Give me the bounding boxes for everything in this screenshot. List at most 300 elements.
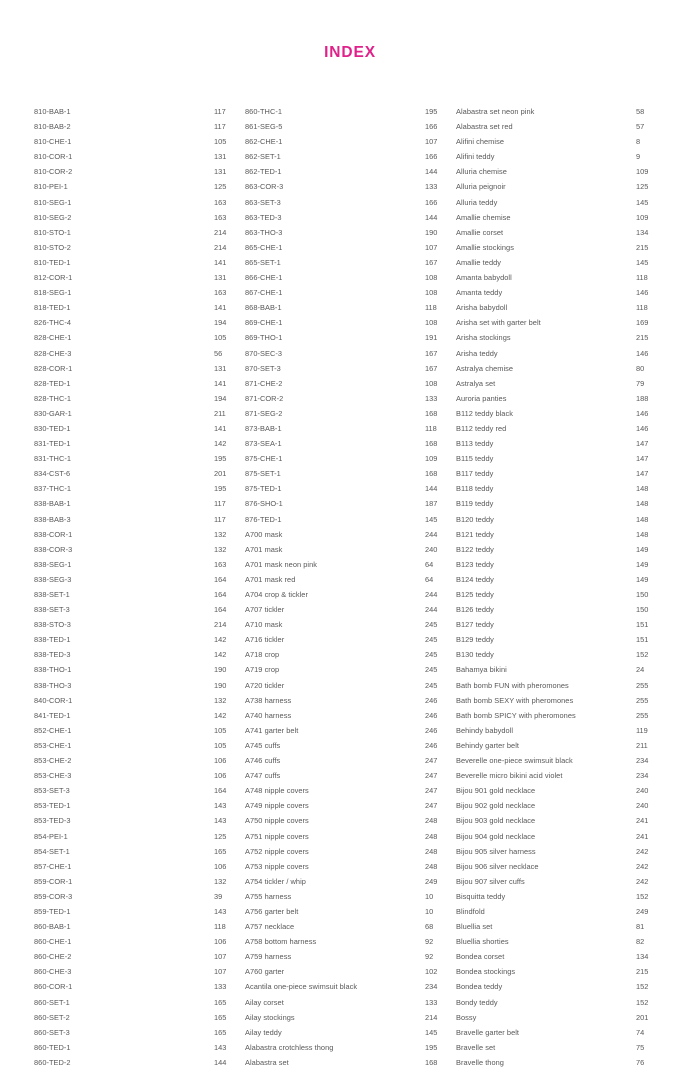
index-entry-page-number: 255 [636, 710, 649, 720]
index-entry-page-number: 106 [214, 937, 227, 947]
index-entry-row [245, 813, 456, 828]
index-entry-page-number: 132 [214, 544, 227, 554]
index-entry-page-number: 167 [425, 257, 438, 267]
index-entry-row [456, 134, 667, 149]
index-entry-row [456, 587, 667, 602]
index-entry-name: 865-CHE-1 [245, 242, 283, 252]
index-entry-row [245, 300, 456, 315]
index-entry-row [34, 1010, 245, 1025]
index-entry-page-number: 80 [636, 363, 645, 373]
index-entry-row [245, 376, 456, 391]
index-entry-name: Behindy babydoll [456, 725, 514, 735]
index-entry-page-number: 164 [214, 590, 227, 599]
index-entry-page-number: 125 [636, 182, 649, 192]
index-entry-page-number: 245 [425, 635, 438, 645]
index-entry-row [245, 889, 456, 904]
index-entry-page-number: 92 [425, 937, 434, 947]
index-entry-page-number: 240 [636, 786, 649, 796]
index-entry-page-number: 39 [214, 891, 223, 901]
index-entry-page-number: 142 [214, 439, 227, 449]
index-entry-row [245, 678, 456, 693]
index-entry-name: 818-TED-1 [34, 303, 71, 313]
index-entry-row [245, 617, 456, 632]
index-entry-name: B122 teddy [456, 544, 494, 554]
index-entry-name: Arisha babydoll [456, 303, 508, 313]
index-entry-name: 871-CHE-2 [245, 378, 283, 388]
index-entry-row [456, 346, 667, 361]
index-entry-name: 838-BAB-3 [34, 514, 71, 524]
index-entry-row [34, 995, 245, 1010]
index-entry-row [34, 889, 245, 904]
index-entry-name: B127 teddy [456, 620, 494, 630]
index-entry-row [34, 300, 245, 315]
index-entry-name: Bondy teddy [456, 997, 498, 1007]
index-entry-name: Bath bomb FUN with pheromones [456, 680, 569, 690]
index-entry-page-number: 215 [636, 333, 649, 343]
index-entry-page-number: 149 [636, 544, 649, 554]
index-entry-name: Alabastra set [245, 1057, 289, 1067]
index-entry-row [456, 421, 667, 436]
index-entry-page-number: 242 [636, 876, 649, 886]
index-entry-row [245, 1010, 456, 1025]
index-entry-row [245, 1025, 456, 1040]
index-entry-name: 860-TED-1 [34, 1042, 71, 1052]
index-entry-name: Ailay teddy [245, 1027, 282, 1037]
index-entry-row [456, 979, 667, 994]
index-entry-name: 875-TED-1 [245, 484, 282, 494]
index-entry-page-number: 245 [425, 680, 438, 690]
index-entry-row [456, 391, 667, 406]
index-entry-name: Arisha teddy [456, 348, 498, 358]
index-entry-page-number: 142 [214, 710, 227, 720]
index-entry-page-number: 106 [214, 756, 227, 766]
index-entry-name: 859-COR-3 [34, 891, 73, 901]
index-entry-row [456, 738, 667, 753]
index-entry-name: A758 bottom harness [245, 937, 317, 947]
index-entry-page-number: 240 [636, 801, 649, 811]
index-entry-name: 810-BAB-2 [34, 122, 71, 132]
index-entry-page-number: 246 [425, 710, 438, 720]
index-entry-row [456, 210, 667, 225]
index-entry-row [34, 632, 245, 647]
index-entry-row [245, 572, 456, 587]
index-entry-row [34, 496, 245, 511]
index-entry-row [456, 557, 667, 572]
index-entry-page-number: 144 [425, 167, 438, 177]
index-entry-name: 830-GAR-1 [34, 408, 72, 418]
index-entry-page-number: 148 [636, 514, 649, 524]
index-entry-row [34, 134, 245, 149]
index-entry-row [456, 496, 667, 511]
index-entry-page-number: 152 [636, 982, 649, 992]
index-entry-name: 862-TED-1 [245, 167, 282, 177]
index-entry-row [456, 406, 667, 421]
index-entry-row [456, 632, 667, 647]
index-entry-page-number: 8 [636, 137, 641, 147]
index-entry-page-number: 234 [636, 756, 649, 766]
index-entry-name: Alluria peignoir [456, 182, 506, 192]
index-entry-row [34, 179, 245, 194]
index-entry-page-number: 146 [636, 423, 649, 433]
index-entry-page-number: 163 [214, 212, 227, 222]
index-entry-row [245, 512, 456, 527]
index-entry-name: 871-COR-2 [245, 393, 284, 403]
index-entry-page-number: 168 [425, 408, 438, 418]
index-entry-name: 869-THO-1 [245, 333, 283, 343]
index-entry-row [456, 225, 667, 240]
index-entry-row [34, 964, 245, 979]
index-entry-row [456, 693, 667, 708]
index-entry-page-number: 131 [214, 152, 227, 162]
index-entry-name: 838-TED-3 [34, 650, 71, 660]
index-entry-page-number: 150 [636, 590, 649, 599]
index-entry-page-number: 214 [425, 1012, 438, 1022]
index-entry-name: A746 cuffs [245, 756, 281, 766]
index-entry-name: 838-TED-1 [34, 635, 71, 645]
index-entry-page-number: 245 [425, 620, 438, 630]
index-entry-name: Bahamya bikini [456, 665, 507, 675]
index-entry-page-number: 242 [636, 861, 649, 871]
index-entry-page-number: 108 [425, 378, 438, 388]
index-entry-name: Bath bomb SPICY with pheromones [456, 710, 576, 720]
index-entry-row [245, 406, 456, 421]
index-entry-name: 860-COR-1 [34, 982, 73, 992]
index-entry-row [245, 934, 456, 949]
index-entry-name: A704 crop & tickler [245, 590, 308, 599]
index-entry-row [245, 134, 456, 149]
index-entry-page-number: 107 [214, 967, 227, 977]
index-entry-name: Bravelle garter belt [456, 1027, 520, 1037]
index-entry-page-number: 132 [214, 529, 227, 539]
index-entry-row [245, 149, 456, 164]
index-entry-row [245, 979, 456, 994]
index-entry-name: 828-TED-1 [34, 378, 71, 388]
index-entry-page-number: 248 [425, 816, 438, 826]
index-entry-row [34, 979, 245, 994]
index-entry-name: 812-COR-1 [34, 273, 73, 283]
index-entry-row [245, 436, 456, 451]
index-entry-row [34, 1055, 245, 1070]
index-entry-page-number: 215 [636, 967, 649, 977]
index-entry-page-number: 145 [636, 257, 649, 267]
index-entry-row [456, 104, 667, 119]
index-entry-name: Amallie corset [456, 227, 504, 237]
index-entry-row [456, 361, 667, 376]
index-entry-row [456, 300, 667, 315]
index-entry-row [456, 149, 667, 164]
index-entry-name: B120 teddy [456, 514, 494, 524]
index-entry-page-number: 246 [425, 740, 438, 750]
index-entry-row [34, 723, 245, 738]
index-entry-page-number: 24 [636, 665, 645, 675]
index-entry-page-number: 125 [214, 831, 227, 841]
index-entry-name: A751 nipple covers [245, 831, 309, 841]
index-entry-name: B112 teddy red [456, 423, 507, 433]
index-entry-name: Alabastra crotchless thong [245, 1042, 334, 1052]
index-entry-row [34, 813, 245, 828]
index-entry-row [34, 225, 245, 240]
index-entry-page-number: 143 [214, 906, 227, 916]
index-entry-name: 838-COR-1 [34, 529, 73, 539]
index-entry-row [245, 995, 456, 1010]
index-entry-page-number: 117 [214, 514, 226, 524]
index-entry-name: A756 garter belt [245, 906, 299, 916]
index-entry-page-number: 145 [636, 197, 649, 207]
index-entry-row [34, 557, 245, 572]
index-entry-row [34, 874, 245, 889]
index-entry-name: 863-THO-3 [245, 227, 283, 237]
index-entry-name: Ailay corset [245, 997, 284, 1007]
index-entry-page-number: 234 [425, 982, 438, 992]
index-entry-page-number: 240 [425, 544, 438, 554]
index-entry-page-number: 248 [425, 861, 438, 871]
index-entry-name: 860-TED-2 [34, 1057, 71, 1067]
index-entry-row [456, 949, 667, 964]
index-entry-page-number: 56 [214, 348, 223, 358]
index-entry-name: Ailay stockings [245, 1012, 295, 1022]
index-entry-page-number: 201 [636, 1012, 649, 1022]
index-entry-row [245, 768, 456, 783]
index-entry-row [456, 195, 667, 210]
index-entry-name: 860-CHE-3 [34, 967, 72, 977]
index-entry-row [456, 1010, 667, 1025]
index-entry-row [245, 164, 456, 179]
index-entry-row [245, 179, 456, 194]
index-entry-name: Astralya chemise [456, 363, 514, 373]
index-entry-name: 863-TED-3 [245, 212, 282, 222]
index-entry-row [245, 285, 456, 300]
index-entry-page-number: 105 [214, 725, 227, 735]
index-entry-page-number: 241 [636, 816, 649, 826]
index-entry-page-number: 142 [214, 635, 227, 645]
index-entry-name: 838-BAB-1 [34, 499, 71, 509]
index-entry-page-number: 166 [425, 197, 438, 207]
index-entry-page-number: 190 [214, 665, 227, 675]
index-entry-page-number: 169 [636, 318, 649, 328]
index-entry-page-number: 195 [425, 107, 438, 116]
index-entry-name: 818-SEG-1 [34, 288, 72, 298]
index-entry-row [245, 1055, 456, 1070]
page-title: INDEX [324, 44, 376, 61]
index-entry-row [245, 421, 456, 436]
index-entry-row [456, 617, 667, 632]
index-entry-page-number: 234 [636, 771, 649, 781]
index-entry-page-number: 68 [425, 922, 434, 932]
index-entry-row [245, 119, 456, 134]
index-entry-name: B125 teddy [456, 590, 494, 599]
index-entry-row [456, 874, 667, 889]
index-entry-row [456, 315, 667, 330]
index-entry-page-number: 146 [636, 408, 649, 418]
index-entry-row [245, 481, 456, 496]
index-entry-name: Bijou 904 gold necklace [456, 831, 536, 841]
index-entry-name: A759 harness [245, 952, 292, 962]
index-entry-row [456, 904, 667, 919]
index-entry-name: Amanta babydoll [456, 273, 512, 283]
index-entry-name: A707 tickler [245, 605, 285, 615]
index-entry-name: 867-CHE-1 [245, 288, 283, 298]
index-entry-page-number: 249 [425, 876, 438, 886]
index-columns-container [34, 104, 668, 1070]
index-entry-row [34, 859, 245, 874]
index-entry-page-number: 144 [425, 212, 438, 222]
index-entry-name: 810-CHE-1 [34, 137, 72, 147]
index-entry-name: Amallie stockings [456, 242, 514, 252]
index-entry-page-number: 147 [636, 439, 649, 449]
index-entry-row [34, 512, 245, 527]
index-entry-name: 838-SET-3 [34, 605, 70, 615]
index-entry-page-number: 143 [214, 801, 227, 811]
index-entry-row [34, 919, 245, 934]
index-entry-name: 810-STO-1 [34, 227, 71, 237]
index-entry-name: A747 cuffs [245, 771, 281, 781]
index-entry-name: 838-THO-3 [34, 680, 72, 690]
index-entry-name: Bijou 905 silver harness [456, 846, 536, 856]
index-entry-page-number: 10 [425, 891, 434, 901]
index-entry-page-number: 247 [425, 756, 438, 766]
index-entry-page-number: 241 [636, 831, 649, 841]
index-entry-page-number: 108 [425, 273, 438, 283]
index-entry-row [245, 542, 456, 557]
index-entry-page-number: 152 [636, 891, 649, 901]
index-entry-name: 810-SEG-1 [34, 197, 72, 207]
index-entry-page-number: 195 [214, 484, 227, 494]
index-entry-page-number: 165 [214, 997, 227, 1007]
index-entry-page-number: 152 [636, 650, 649, 660]
index-entry-row [456, 889, 667, 904]
index-entry-name: 860-BAB-1 [34, 922, 71, 932]
index-entry-name: A701 mask red [245, 574, 296, 584]
index-entry-name: A716 tickler [245, 635, 285, 645]
index-entry-name: Bijou 903 gold necklace [456, 816, 536, 826]
index-entry-row [34, 617, 245, 632]
index-entry-page-number: 211 [214, 408, 226, 418]
index-entry-row [245, 949, 456, 964]
index-entry-row [456, 285, 667, 300]
index-entry-page-number: 168 [425, 469, 438, 479]
index-entry-name: A719 crop [245, 665, 280, 675]
index-entry-row [245, 662, 456, 677]
index-entry-name: A740 harness [245, 710, 292, 720]
index-entry-name: Beverelle one-piece swimsuit black [456, 756, 573, 766]
index-entry-page-number: 9 [636, 152, 641, 162]
index-entry-page-number: 132 [214, 695, 227, 705]
index-entry-page-number: 106 [214, 771, 227, 781]
index-entry-name: Bondea corset [456, 952, 505, 962]
index-entry-name: 834-CST-6 [34, 469, 71, 479]
index-entry-page-number: 165 [214, 846, 227, 856]
index-entry-page-number: 164 [214, 786, 227, 796]
index-entry-name: 828-THC-1 [34, 393, 72, 403]
index-entry-row [456, 1055, 667, 1070]
index-entry-name: 810-PEI-1 [34, 182, 68, 192]
index-entry-page-number: 106 [214, 861, 227, 871]
index-entry-row [456, 466, 667, 481]
index-entry-row [456, 678, 667, 693]
index-entry-page-number: 190 [425, 227, 438, 237]
index-entry-name: 860-CHE-2 [34, 952, 72, 962]
index-entry-page-number: 214 [214, 227, 227, 237]
index-entry-name: B115 teddy [456, 454, 494, 464]
index-entry-page-number: 164 [214, 574, 227, 584]
index-entry-row [34, 285, 245, 300]
index-entry-name: 854-PEI-1 [34, 831, 68, 841]
index-entry-row [34, 527, 245, 542]
index-entry-row [34, 602, 245, 617]
index-entry-name: B124 teddy [456, 574, 494, 584]
index-entry-row [245, 225, 456, 240]
index-entry-row [34, 376, 245, 391]
index-entry-row [34, 783, 245, 798]
index-entry-page-number: 134 [636, 227, 649, 237]
index-entry-row [245, 1040, 456, 1055]
index-entry-name: B130 teddy [456, 650, 494, 660]
index-entry-page-number: 195 [425, 1042, 438, 1052]
index-entry-row [34, 466, 245, 481]
index-entry-name: 859-TED-1 [34, 906, 71, 916]
index-entry-row [34, 481, 245, 496]
index-entry-page-number: 149 [636, 574, 649, 584]
index-entry-name: 838-THO-1 [34, 665, 72, 675]
index-entry-page-number: 107 [214, 952, 227, 962]
index-entry-page-number: 143 [214, 816, 227, 826]
index-entry-page-number: 249 [636, 906, 649, 916]
index-entry-row [245, 602, 456, 617]
index-entry-row [34, 104, 245, 119]
index-entry-name: 876-SHO-1 [245, 499, 283, 509]
index-entry-name: B126 teddy [456, 605, 494, 615]
index-entry-row [34, 768, 245, 783]
index-entry-name: 837-THC-1 [34, 484, 72, 494]
index-entry-name: 862-SET-1 [245, 152, 281, 162]
index-entry-page-number: 132 [214, 876, 227, 886]
index-entry-page-number: 150 [636, 605, 649, 615]
index-entry-name: A741 garter belt [245, 725, 299, 735]
index-entry-name: Bondea teddy [456, 982, 503, 992]
index-entry-name: Bravelle thong [456, 1057, 504, 1067]
index-entry-name: A750 nipple covers [245, 816, 309, 826]
index-entry-row [245, 693, 456, 708]
index-entry-page-number: 109 [636, 167, 649, 177]
index-entry-page-number: 109 [425, 454, 438, 464]
index-entry-page-number: 248 [425, 846, 438, 856]
index-entry-page-number: 147 [636, 469, 649, 479]
index-entry-page-number: 246 [425, 725, 438, 735]
index-entry-row [456, 934, 667, 949]
index-entry-row [245, 361, 456, 376]
index-entry-row [456, 768, 667, 783]
index-entry-page-number: 107 [425, 137, 438, 147]
index-entry-row [245, 557, 456, 572]
index-entry-row [456, 798, 667, 813]
index-entry-name: Bisquitta teddy [456, 891, 506, 901]
index-entry-page-number: 105 [214, 740, 227, 750]
index-entry-row [34, 391, 245, 406]
index-column-1 [34, 104, 245, 1070]
index-entry-row [456, 240, 667, 255]
index-entry-row [245, 844, 456, 859]
index-entry-name: 810-COR-2 [34, 167, 73, 177]
index-entry-row [245, 315, 456, 330]
index-entry-page-number: 141 [214, 378, 227, 388]
index-entry-name: 860-SET-2 [34, 1012, 70, 1022]
index-entry-page-number: 246 [425, 695, 438, 705]
index-entry-name: B119 teddy [456, 499, 494, 509]
index-entry-row [34, 149, 245, 164]
index-entry-name: 840-COR-1 [34, 695, 73, 705]
index-entry-name: Bluellia set [456, 922, 493, 932]
index-entry-row [245, 874, 456, 889]
